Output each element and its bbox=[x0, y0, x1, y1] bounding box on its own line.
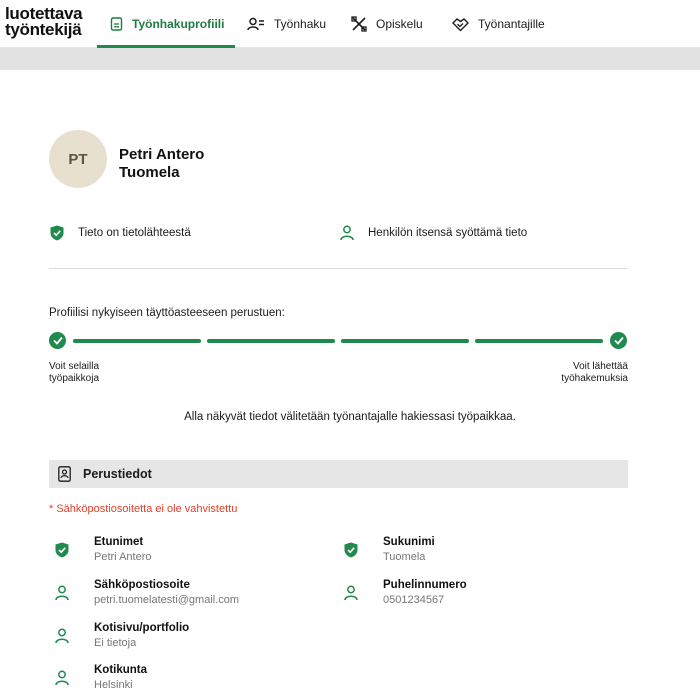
progress-end-label-line-2: työhakemuksia bbox=[561, 373, 628, 384]
verified-shield-icon bbox=[50, 225, 64, 241]
avatar bbox=[49, 130, 107, 188]
progress-segment-3 bbox=[341, 339, 469, 343]
person-icon bbox=[340, 225, 354, 241]
progress-end-label bbox=[528, 361, 628, 385]
field-sukunimi bbox=[342, 535, 435, 565]
section-title: Perustiedot bbox=[83, 467, 152, 481]
field-sahkopostiosoite bbox=[53, 578, 239, 608]
tab-tyonantajille[interactable] bbox=[452, 0, 545, 48]
field-label: Sähköpostiosoite bbox=[94, 579, 190, 591]
field-label: Puhelinnumero bbox=[383, 579, 467, 591]
tab-tyonhakuprofiili[interactable] bbox=[110, 0, 224, 48]
progress-start-label bbox=[49, 361, 99, 385]
person-icon bbox=[344, 585, 358, 601]
verified-shield-icon bbox=[344, 542, 358, 558]
legend-self-entered bbox=[340, 225, 527, 241]
progress-segment-4 bbox=[475, 339, 603, 343]
divider bbox=[49, 268, 628, 269]
person-icon bbox=[55, 585, 69, 601]
field-label: Sukunimi bbox=[383, 536, 435, 548]
person-name-line-2: Tuomela bbox=[119, 164, 180, 181]
field-label: Kotikunta bbox=[94, 664, 148, 676]
tab-tyonhaku[interactable] bbox=[247, 0, 326, 48]
field-value: Ei tietoja bbox=[94, 637, 137, 649]
progress-end-check-icon bbox=[610, 332, 627, 349]
id-card-icon bbox=[58, 466, 71, 482]
person-icon bbox=[55, 670, 69, 686]
field-value: 0501234567 bbox=[383, 594, 445, 606]
legend-verified-label: Tieto on tietolähteestä bbox=[78, 227, 191, 239]
app-logo[interactable] bbox=[5, 6, 95, 38]
progress-segment-1 bbox=[73, 339, 201, 343]
field-label: Etunimet bbox=[94, 536, 144, 548]
person-name bbox=[119, 146, 204, 182]
field-value: Petri Antero bbox=[94, 551, 152, 563]
progress-end-label-line-1: Voit lähettää bbox=[572, 361, 628, 372]
progress-segment-2 bbox=[207, 339, 335, 343]
avatar-initials: PT bbox=[68, 150, 88, 168]
email-unverified-warning: * Sähköpostiosoitetta ei ole vahvistettu bbox=[49, 503, 238, 515]
top-navigation bbox=[0, 0, 700, 48]
tab-opiskelu[interactable] bbox=[351, 0, 423, 48]
tab-label: Opiskelu bbox=[376, 17, 423, 31]
progress-start-label-line-1: Voit selailla bbox=[49, 361, 100, 372]
field-puhelinnumero bbox=[342, 578, 467, 608]
person-icon bbox=[55, 628, 69, 644]
profile-document-icon bbox=[110, 17, 123, 31]
tab-label: Työnantajille bbox=[478, 17, 545, 31]
field-kotikunta bbox=[53, 663, 147, 693]
tab-label: Työnhaku bbox=[274, 17, 327, 31]
person-name-line-1: Petri Antero bbox=[119, 146, 205, 163]
progress-start-label-line-2: työpaikkoja bbox=[49, 373, 100, 384]
job-search-person-icon bbox=[247, 17, 265, 31]
progress-start-check-icon bbox=[49, 332, 66, 349]
tools-icon bbox=[351, 16, 367, 32]
field-label: Kotisivu/portfolio bbox=[94, 622, 190, 634]
field-value: Tuomela bbox=[383, 551, 426, 563]
logo-line-2: työntekijä bbox=[5, 20, 82, 39]
legend-self-entered-label: Henkilön itsensä syöttämä tieto bbox=[368, 227, 528, 239]
field-kotisivu-portfolio bbox=[53, 621, 189, 651]
field-etunimet bbox=[53, 535, 151, 565]
field-value: petri.tuomelatesti@gmail.com bbox=[94, 594, 240, 606]
field-value: Helsinki bbox=[94, 679, 133, 691]
handshake-icon bbox=[452, 17, 469, 32]
grey-banner bbox=[0, 48, 700, 70]
verified-shield-icon bbox=[55, 542, 69, 558]
legend-verified bbox=[50, 225, 191, 241]
progress-title: Profiilisi nykyiseen täyttöasteeseen perustuen: bbox=[49, 307, 285, 319]
logo-line-1: luotettava bbox=[5, 4, 83, 23]
section-header-perustiedot bbox=[49, 460, 628, 488]
tab-label: Työnhakuprofiili bbox=[132, 17, 225, 31]
privacy-notice: Alla näkyvät tiedot välitetään työnantajalle hakiessasi työpaikkaa. bbox=[184, 411, 516, 423]
